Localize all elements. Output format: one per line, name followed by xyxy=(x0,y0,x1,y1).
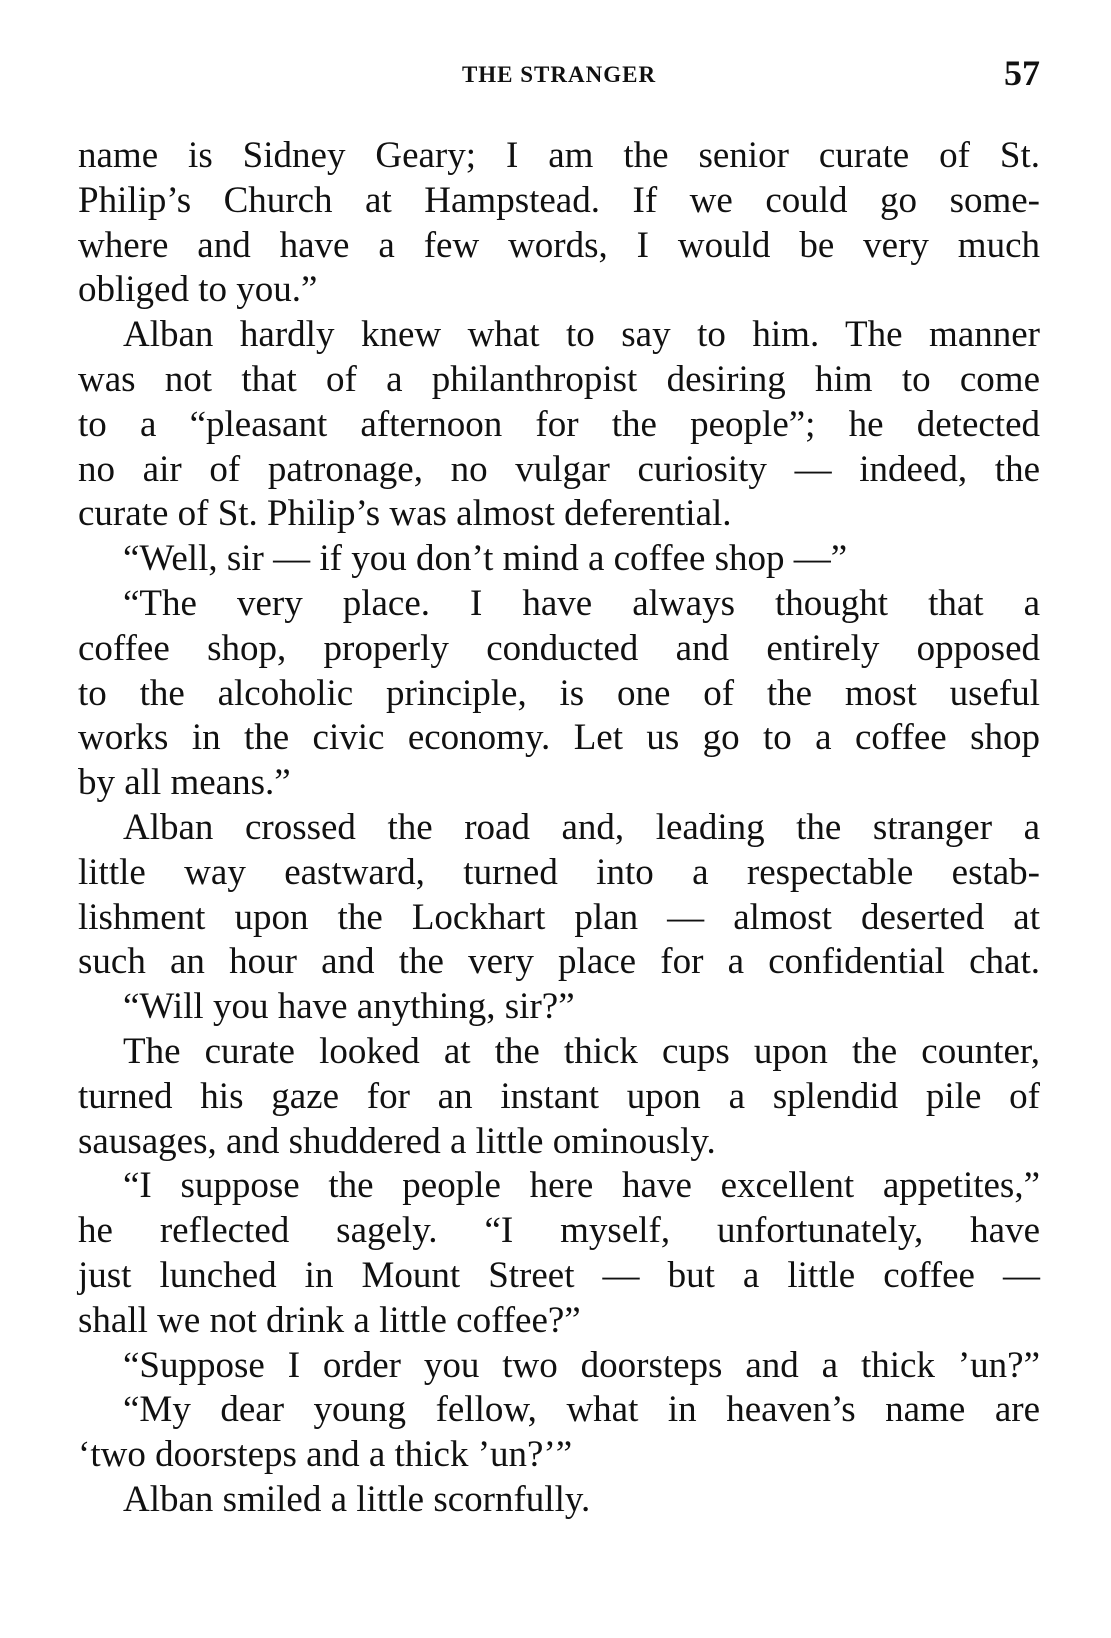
text-line: The curate looked at the thick cups upon the counter, xyxy=(123,1030,1040,1072)
text-line: obliged to you.” xyxy=(78,269,318,311)
text-line: no air of patronage, no vulgar curiosity — indeed, the xyxy=(78,448,1040,490)
text-line: ‘two doorsteps and a thick ’un?’” xyxy=(78,1434,573,1476)
text-line: “Suppose I order you two doorsteps and a thick ’un?” xyxy=(123,1344,1040,1386)
text-line: “Will you have anything, sir?” xyxy=(123,986,575,1028)
text-line: Alban hardly knew what to say to him. The manner xyxy=(123,314,1040,356)
text-line: name is Sidney Geary; I am the senior curate of St. xyxy=(78,135,1040,176)
text-line: by all means.” xyxy=(78,762,291,804)
text-line: works in the civic economy. Let us go to a coffee shop xyxy=(78,717,1040,759)
text-line: he reflected sagely. “I myself, unfortunately, have xyxy=(78,1210,1040,1252)
text-line: Philip’s Church at Hampstead. If we could go some- xyxy=(78,179,1040,221)
text-line: shall we not drink a little coffee?” xyxy=(78,1299,581,1341)
text-line: “My dear young fellow, what in heaven’s name are xyxy=(123,1389,1040,1431)
text-line: such an hour and the very place for a confidential chat. xyxy=(78,941,1040,983)
running-title: THE STRANGER xyxy=(461,62,657,87)
body-text xyxy=(78,134,1040,1523)
text-line: “Well, sir — if you don’t mind a coffee shop —” xyxy=(123,538,848,580)
text-line: coffee shop, properly conducted and entirely opposed xyxy=(78,627,1040,669)
text-line: sausages, and shuddered a little ominously. xyxy=(78,1120,716,1162)
text-line: Alban smiled a little scornfully. xyxy=(123,1478,591,1520)
text-line: curate of St. Philip’s was almost deferential. xyxy=(78,493,732,535)
running-head xyxy=(78,48,1040,96)
text-line: Alban crossed the road and, leading the stranger a xyxy=(123,806,1040,848)
text-line: where and have a few words, I would be very much xyxy=(78,224,1040,266)
text-line: little way eastward, turned into a respectable estab- xyxy=(78,851,1040,893)
text-line: was not that of a philanthropist desiring him to come xyxy=(78,358,1040,400)
text-line: to a “pleasant afternoon for the people”; he detected xyxy=(78,403,1040,445)
page-number: 57 xyxy=(1004,53,1040,93)
text-line: “The very place. I have always thought that a xyxy=(123,582,1040,624)
text-line: to the alcoholic principle, is one of the most useful xyxy=(78,672,1040,714)
text-line: “I suppose the people here have excellent appetites,” xyxy=(123,1165,1040,1207)
text-line: lishment upon the Lockhart plan — almost deserted at xyxy=(78,896,1040,938)
text-line: turned his gaze for an instant upon a splendid pile of xyxy=(78,1075,1040,1117)
text-line: just lunched in Mount Street — but a little coffee — xyxy=(78,1254,1040,1296)
